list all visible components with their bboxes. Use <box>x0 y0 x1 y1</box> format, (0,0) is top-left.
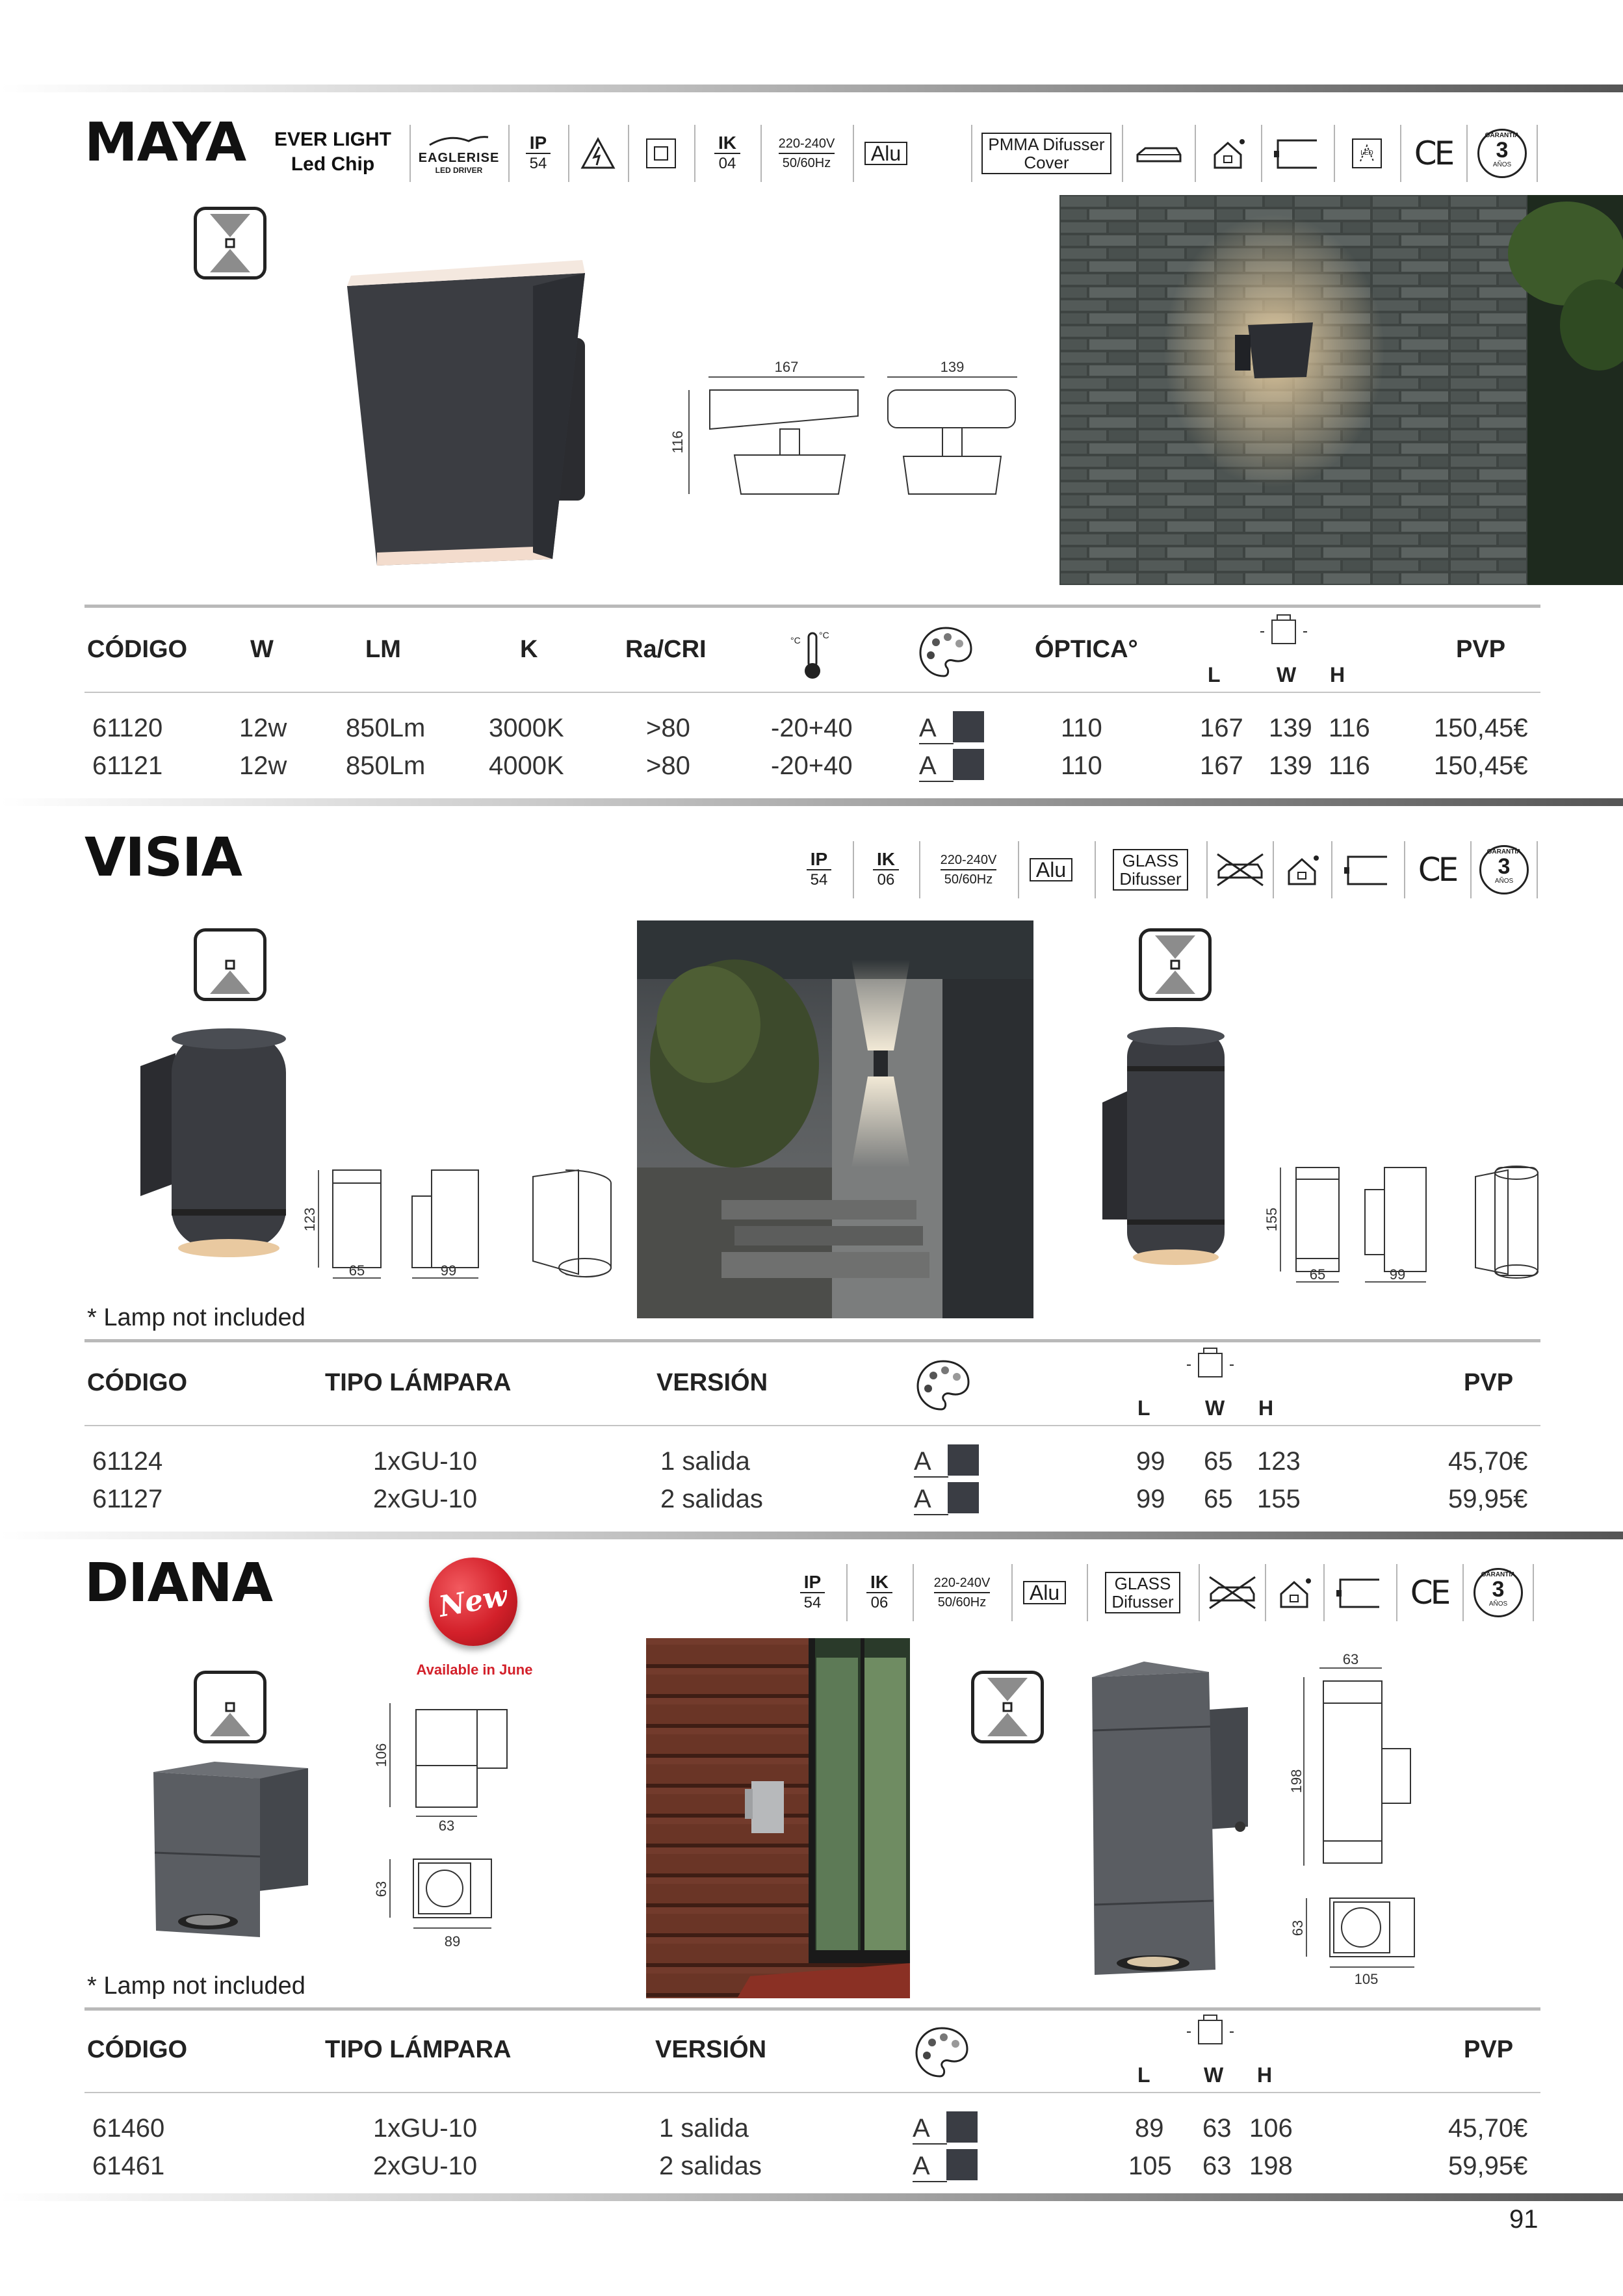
maya-title: MAYA <box>84 112 246 174</box>
driver-logo-sub: LED DRIVER <box>435 166 483 175</box>
visia-cell-lamp: 1xGU-10 <box>373 1447 478 1476</box>
visia-note: * Lamp not included <box>87 1304 305 1331</box>
maya-th-code: CÓDIGO <box>87 636 188 663</box>
visia-ce-badge <box>1404 841 1469 898</box>
anthracite-swatch <box>946 2111 978 2143</box>
maya-cell-price: 150,45€ <box>1434 714 1528 742</box>
diana-cell-price: 59,95€ <box>1448 2152 1528 2180</box>
diana-cell-lamp: 2xGU-10 <box>373 2152 478 2180</box>
diana-material-badge <box>1011 1564 1076 1621</box>
maya-th-lm: LM <box>365 636 401 663</box>
diana-single-light-direction-icon <box>194 1671 266 1743</box>
maya-cell-lm: 850Lm <box>346 751 426 780</box>
diana-double-dim-w: 63 <box>1342 1651 1359 1667</box>
no-cover-icon <box>1214 852 1266 888</box>
diana-ambient-photo <box>646 1638 910 1998</box>
no-cover-icon <box>1206 1574 1258 1611</box>
led-lamp-icon <box>1349 135 1385 172</box>
visia-cell-code: 61127 <box>92 1485 163 1513</box>
visia-cell-version: 1 salida <box>660 1447 750 1476</box>
wall-mount-icon <box>1334 1574 1386 1611</box>
ip-value: 54 <box>529 155 547 172</box>
material-label: Alu <box>864 142 907 165</box>
diana-th-code: CÓDIGO <box>87 2036 188 2063</box>
visia-table-top-rule <box>84 1339 1540 1342</box>
maya-cell-code: 61120 <box>92 714 163 742</box>
voltage-top: 220-240V <box>779 135 835 154</box>
maya-th-k: K <box>520 636 538 663</box>
diana-single-dim-h: 106 <box>373 1743 389 1768</box>
visia-cell-h: 123 <box>1257 1447 1301 1476</box>
maya-subtitle-line1: EVER LIGHT <box>274 129 391 150</box>
maya-th-l: L <box>1208 663 1221 686</box>
visia-single-dim-h: 123 <box>302 1207 318 1232</box>
visia-material-badge <box>1018 841 1083 898</box>
visia-single-light-direction-icon <box>194 928 266 1001</box>
diana-table-top-rule <box>84 2007 1540 2011</box>
maya-table-header-rule <box>84 692 1540 693</box>
maya-diffuser-badge <box>971 125 1121 182</box>
visia-cell-l: 99 <box>1136 1485 1165 1513</box>
diana-th-h: H <box>1257 2063 1273 2087</box>
voltage-top: 220-240V <box>934 1574 991 1593</box>
maya-cell-h: 116 <box>1329 714 1370 742</box>
maya-dimensions-icon <box>1258 612 1310 651</box>
maya-warranty-badge <box>1466 125 1538 182</box>
visia-table-header-rule <box>84 1425 1540 1426</box>
diffuser-line1: GLASS <box>1114 1574 1171 1593</box>
visia-outdoor-badge <box>1273 841 1330 898</box>
wall-mount-icon <box>1271 135 1323 172</box>
visia-cell-lamp: 2xGU-10 <box>373 1485 478 1513</box>
diana-divider <box>0 1532 1623 1539</box>
maya-ambient-photo <box>1059 195 1623 585</box>
diana-cell-color: A <box>913 2114 947 2145</box>
visia-cell-color: A <box>914 1447 948 1478</box>
visia-double-dim-l: 99 <box>1389 1266 1406 1283</box>
diffuser-line1: GLASS <box>1122 851 1179 870</box>
maya-ce-badge <box>1400 125 1465 182</box>
maya-th-h: H <box>1330 663 1345 686</box>
diana-cell-version: 2 salidas <box>659 2152 762 2180</box>
warranty-years: 3 <box>1496 138 1509 163</box>
visia-double-product-image <box>1098 1024 1241 1272</box>
ik-label: IK <box>866 1572 892 1593</box>
diana-double-light-direction-icon <box>971 1671 1044 1743</box>
outdoor-house-icon <box>1210 135 1246 172</box>
eaglerise-bird-icon <box>423 132 495 148</box>
visia-single-dim-l: 99 <box>440 1262 457 1279</box>
maya-cell-width: 139 <box>1269 751 1312 780</box>
diana-ik-badge <box>846 1564 911 1621</box>
maya-outdoor-badge <box>1195 125 1260 182</box>
warranty-top: GARANTÍA <box>1487 848 1522 855</box>
visia-cell-price: 59,95€ <box>1448 1485 1528 1513</box>
diana-th-lamp: TIPO LÁMPARA <box>325 2036 512 2063</box>
visia-cell-price: 45,70€ <box>1448 1447 1528 1476</box>
maya-cell-w: 12w <box>239 714 287 742</box>
visia-warranty-badge <box>1470 841 1538 898</box>
double-insulation-icon <box>643 135 679 172</box>
maya-cell-optics: 110 <box>1061 714 1102 742</box>
color-palette-icon <box>914 1356 972 1415</box>
diana-cell-lamp: 1xGU-10 <box>373 2114 478 2143</box>
visia-th-price: PVP <box>1464 1369 1514 1396</box>
diffuser-line2: Difusser <box>1119 869 1182 889</box>
visia-double-dim-h: 155 <box>1264 1207 1280 1232</box>
ce-mark: CE <box>1414 135 1453 172</box>
visia-th-lamp: TIPO LÁMPARA <box>325 1369 512 1396</box>
ip-label: IP <box>807 850 831 870</box>
maya-dim-l: 167 <box>774 359 799 375</box>
visia-th-l: L <box>1137 1396 1150 1420</box>
diana-ip-badge <box>780 1564 845 1621</box>
visia-no-cover-badge <box>1206 841 1271 898</box>
bottom-divider <box>0 2193 1623 2201</box>
thermometer-icon <box>786 624 838 683</box>
surface-mount-icon <box>1132 135 1184 172</box>
diana-single-dim-l: 89 <box>444 1933 461 1950</box>
maya-dimension-drawing <box>663 351 1027 507</box>
ip-value: 54 <box>803 1594 822 1611</box>
warranty-years: 3 <box>1498 854 1511 879</box>
visia-ambient-photo <box>637 920 1033 1318</box>
warranty-bottom: AÑOS <box>1492 161 1512 168</box>
diana-no-cover-badge <box>1199 1564 1264 1621</box>
diana-table-header-rule <box>84 2092 1540 2093</box>
diana-double-depth: 63 <box>1290 1920 1306 1937</box>
outdoor-house-icon <box>1276 1574 1312 1611</box>
visia-cell-width: 65 <box>1204 1485 1233 1513</box>
voltage-bottom: 50/60Hz <box>782 156 831 170</box>
diana-cell-h: 106 <box>1249 2114 1293 2143</box>
visia-cell-color: A <box>914 1485 948 1515</box>
warranty-top: GARANTÍA <box>1481 1571 1516 1578</box>
diana-cell-code: 61460 <box>92 2114 165 2143</box>
visia-ik-badge <box>853 841 918 898</box>
diana-th-l: L <box>1137 2063 1150 2087</box>
visia-cell-h: 155 <box>1257 1485 1301 1513</box>
diana-warranty-badge <box>1462 1564 1534 1621</box>
available-label: Available in June <box>416 1662 533 1678</box>
diana-single-product-image <box>149 1755 318 1944</box>
diana-cell-l: 105 <box>1128 2152 1172 2180</box>
voltage-bottom: 50/60Hz <box>937 1595 987 1610</box>
diana-th-width: W <box>1204 2063 1224 2087</box>
maya-th-cri: Ra/CRI <box>625 636 707 663</box>
maya-cell-w: 12w <box>239 751 287 780</box>
diana-title: DIANA <box>84 1552 273 1614</box>
diana-cell-width: 63 <box>1202 2114 1232 2143</box>
diana-cell-h: 198 <box>1249 2152 1293 2180</box>
svg-text:°C: °C <box>790 635 801 646</box>
ce-mark: CE <box>1418 851 1457 889</box>
visia-single-dim-w: 65 <box>348 1262 365 1279</box>
maya-cell-price: 150,45€ <box>1434 751 1528 780</box>
maya-table-top-rule <box>84 605 1540 608</box>
anthracite-swatch <box>953 749 984 780</box>
diana-voltage-badge <box>913 1564 1010 1621</box>
anthracite-swatch <box>946 2149 978 2180</box>
high-voltage-warning-icon <box>580 135 616 172</box>
visia-th-width: W <box>1205 1396 1225 1420</box>
ik-value: 04 <box>718 155 736 172</box>
maya-cell-k: 4000K <box>489 751 564 780</box>
diana-double-product-image <box>1079 1658 1261 1983</box>
anthracite-swatch <box>948 1444 979 1476</box>
diana-single-dimension-drawing <box>373 1697 520 1957</box>
visia-single-product-image <box>136 1021 292 1268</box>
maya-led-badge <box>1334 125 1399 182</box>
maya-th-price: PVP <box>1456 636 1506 663</box>
maya-class2-badge <box>568 125 627 182</box>
diana-cell-color: A <box>913 2152 947 2182</box>
diana-th-price: PVP <box>1464 2036 1514 2063</box>
warranty-years: 3 <box>1492 1577 1505 1602</box>
maya-cell-width: 139 <box>1269 714 1312 742</box>
ip-label: IP <box>800 1572 825 1593</box>
maya-cell-l: 167 <box>1200 751 1243 780</box>
maya-cell-optics: 110 <box>1061 751 1102 780</box>
color-palette-icon <box>916 623 975 681</box>
warranty-bottom: AÑOS <box>1494 878 1514 885</box>
material-label: Alu <box>1030 858 1072 881</box>
maya-voltage-badge <box>760 125 851 182</box>
maya-cell-lm: 850Lm <box>346 714 426 742</box>
maya-subtitle-line2: Led Chip <box>291 153 375 175</box>
maya-subtitle <box>268 127 398 177</box>
ip-label: IP <box>526 133 551 154</box>
ik-label: IK <box>714 133 740 154</box>
ce-mark: CE <box>1410 1574 1449 1611</box>
maya-product-image <box>338 247 611 572</box>
visia-cell-l: 99 <box>1136 1447 1165 1476</box>
diffuser-line2: Difusser <box>1111 1592 1174 1611</box>
visia-diffuser-badge <box>1095 841 1205 898</box>
maya-dim-h: 116 <box>669 430 686 454</box>
outdoor-house-icon <box>1284 852 1320 888</box>
visia-double-dimension-drawing <box>1264 1157 1553 1287</box>
diana-note: * Lamp not included <box>87 1972 305 2000</box>
maya-light-direction-icon <box>194 207 266 280</box>
visia-th-h: H <box>1258 1396 1274 1420</box>
anthracite-swatch <box>953 711 984 742</box>
maya-cell-temp: -20+40 <box>771 714 853 742</box>
voltage-bottom: 50/60Hz <box>944 872 993 887</box>
maya-cell-cri: >80 <box>646 714 690 742</box>
maya-class-badge <box>628 125 693 182</box>
diana-ce-badge <box>1396 1564 1461 1621</box>
diana-cell-code: 61461 <box>92 2152 165 2180</box>
maya-mount-badge <box>1122 125 1193 182</box>
diana-double-dim-h: 198 <box>1288 1769 1305 1794</box>
diana-cell-l: 89 <box>1135 2114 1164 2143</box>
diana-dimensions-icon <box>1184 2013 1236 2052</box>
visia-cell-code: 61124 <box>92 1447 163 1476</box>
maya-wall-badge <box>1261 125 1332 182</box>
top-divider <box>0 85 1623 92</box>
maya-cell-h: 116 <box>1329 751 1370 780</box>
maya-cell-cri: >80 <box>646 751 690 780</box>
visia-title: VISIA <box>84 827 242 889</box>
svg-text:LED: LED <box>1360 150 1373 157</box>
anthracite-swatch <box>948 1482 979 1513</box>
visia-single-dimension-drawing <box>302 1157 617 1287</box>
maya-th-width: W <box>1277 663 1297 686</box>
diana-double-dimension-drawing <box>1288 1651 1436 1989</box>
svg-text:°C: °C <box>819 630 829 640</box>
maya-cell-l: 167 <box>1200 714 1243 742</box>
visia-dimensions-icon <box>1184 1346 1236 1385</box>
visia-voltage-badge <box>919 841 1017 898</box>
visia-divider <box>0 798 1623 806</box>
visia-th-version: VERSIÓN <box>656 1369 768 1396</box>
diana-single-depth: 63 <box>373 1881 389 1898</box>
ip-value: 54 <box>810 871 828 889</box>
maya-cell-code: 61121 <box>92 751 163 780</box>
maya-th-w: W <box>250 636 274 663</box>
diffuser-line1: PMMA Difusser <box>988 135 1105 154</box>
maya-material-badge <box>853 125 918 182</box>
visia-double-light-direction-icon <box>1139 928 1212 1001</box>
maya-ip-badge <box>508 125 567 182</box>
new-badge <box>429 1558 517 1646</box>
voltage-top: 220-240V <box>941 851 997 870</box>
color-palette-icon <box>913 2023 971 2081</box>
diana-double-dim-l: 105 <box>1354 1971 1379 1987</box>
diana-cell-width: 63 <box>1202 2152 1232 2180</box>
visia-ip-badge <box>786 841 851 898</box>
diana-th-version: VERSIÓN <box>655 2036 767 2063</box>
maya-ik-badge <box>694 125 759 182</box>
warranty-top: GARANTÍA <box>1485 132 1520 139</box>
diana-cell-version: 1 salida <box>659 2114 749 2143</box>
maya-dim-w: 139 <box>940 359 965 375</box>
visia-th-code: CÓDIGO <box>87 1369 188 1396</box>
page-number: 91 <box>1509 2205 1539 2234</box>
ik-value: 06 <box>877 871 895 889</box>
diana-diffuser-badge <box>1087 1564 1197 1621</box>
ik-value: 06 <box>870 1594 889 1611</box>
diana-outdoor-badge <box>1265 1564 1322 1621</box>
maya-cell-temp: -20+40 <box>771 751 853 780</box>
warranty-bottom: AÑOS <box>1488 1600 1508 1608</box>
wall-mount-icon <box>1342 852 1394 888</box>
diana-single-dim-w: 63 <box>438 1818 455 1834</box>
maya-cell-k: 3000K <box>489 714 564 742</box>
maya-cell-color: A <box>919 751 954 782</box>
visia-double-dim-w: 65 <box>1309 1266 1326 1283</box>
diffuser-line2: Cover <box>1024 153 1069 172</box>
diana-cell-price: 45,70€ <box>1448 2114 1528 2143</box>
maya-th-optics: ÓPTICA° <box>1035 636 1138 663</box>
diana-wall-badge <box>1323 1564 1395 1621</box>
ik-label: IK <box>873 850 899 870</box>
new-badge-label: New <box>436 1579 510 1624</box>
material-label: Alu <box>1023 1581 1066 1604</box>
visia-cell-width: 65 <box>1204 1447 1233 1476</box>
driver-logo-text: EAGLERISE <box>418 151 500 165</box>
visia-wall-badge <box>1331 841 1403 898</box>
maya-cell-color: A <box>919 714 954 744</box>
visia-cell-version: 2 salidas <box>660 1485 763 1513</box>
driver-logo <box>409 125 507 182</box>
